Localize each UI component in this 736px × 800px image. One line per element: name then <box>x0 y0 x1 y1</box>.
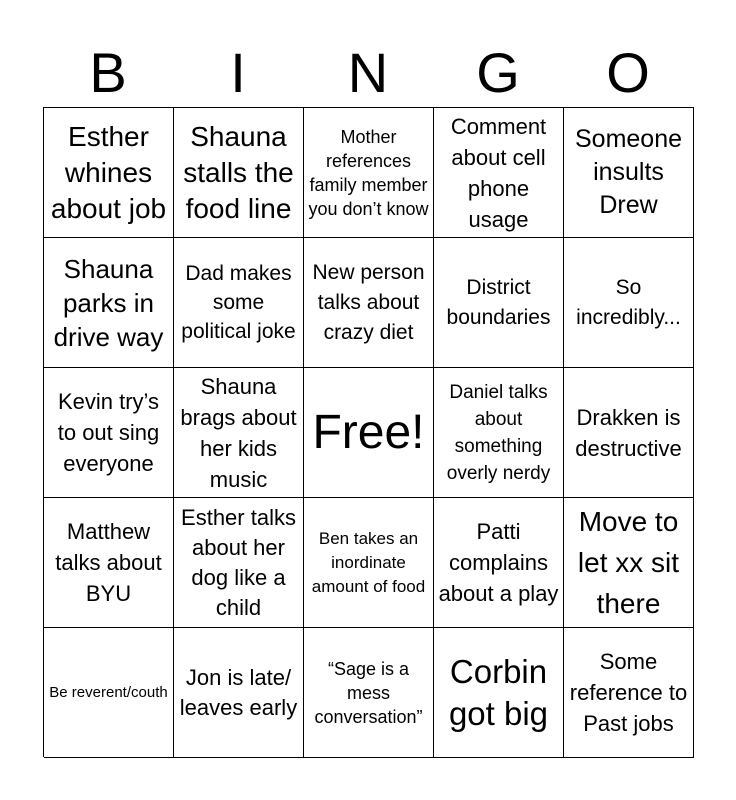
bingo-cell[interactable] <box>44 498 174 628</box>
header-letter-g: G <box>476 41 520 104</box>
bingo-cell[interactable] <box>44 108 174 238</box>
bingo-cell[interactable] <box>434 628 564 758</box>
cell-text: Comment about cell phone usage <box>450 113 547 232</box>
bingo-cell[interactable] <box>434 498 564 628</box>
cell-text: New person talks about crazy diet <box>312 260 425 344</box>
bingo-cell[interactable] <box>564 368 694 498</box>
header-letter-o: O <box>606 41 650 104</box>
bingo-cell[interactable] <box>44 368 174 498</box>
cell-text: Shauna stalls the food line <box>183 120 294 224</box>
cell-text: Shauna brags about her kids music <box>180 373 297 492</box>
bingo-grid <box>43 107 694 757</box>
bingo-cell[interactable] <box>564 238 694 368</box>
bingo-cell[interactable] <box>564 108 694 238</box>
cell-text: Some reference to Past jobs <box>569 649 688 736</box>
bingo-cell[interactable] <box>304 238 434 368</box>
cell-text: So incredibly... <box>576 275 681 329</box>
cell-text: District boundaries <box>446 275 551 329</box>
bingo-cell[interactable] <box>174 368 304 498</box>
bingo-cell[interactable] <box>304 628 434 758</box>
bingo-cell[interactable] <box>564 628 694 758</box>
bingo-cell[interactable] <box>174 108 304 238</box>
bingo-cell[interactable] <box>304 108 434 238</box>
cell-text: Someone insults Drew <box>574 125 683 219</box>
cell-text: Matthew talks about BYU <box>55 519 162 606</box>
bingo-cell[interactable] <box>44 238 174 368</box>
cell-text: Free! <box>312 405 425 459</box>
bingo-cell[interactable] <box>434 238 564 368</box>
bingo-cell[interactable] <box>174 238 304 368</box>
bingo-cell[interactable] <box>304 498 434 628</box>
bingo-cell[interactable] <box>44 628 174 758</box>
cell-text: Ben takes an inordinate amount of food <box>311 528 426 596</box>
cell-text: Patti complains about a play <box>438 519 559 606</box>
bingo-cell[interactable] <box>174 498 304 628</box>
cell-text: Move to let xx sit there <box>577 506 680 619</box>
cell-text: Esther talks about her dog like a child <box>181 504 296 620</box>
header-letter-i: I <box>230 41 246 104</box>
cell-text: Be reverent/couth <box>49 683 168 701</box>
cell-text: Corbin got big <box>448 652 549 732</box>
bingo-cell[interactable] <box>434 108 564 238</box>
header-letter-n: N <box>347 41 389 104</box>
cell-text: Daniel talks about something overly nerdy <box>446 381 551 484</box>
cell-text: Dad makes some political joke <box>181 262 296 343</box>
bingo-cell[interactable] <box>174 628 304 758</box>
cell-text: Shauna parks in drive way <box>53 253 164 352</box>
cell-text: Jon is late/ leaves early <box>179 664 298 720</box>
cell-text: Mother references family member you don’t know <box>308 126 429 219</box>
cell-text: Drakken is destructive <box>575 404 682 461</box>
bingo-header <box>43 38 693 108</box>
cell-text: Kevin try’s to out sing everyone <box>57 389 160 476</box>
bingo-cell[interactable] <box>434 368 564 498</box>
free-space[interactable] <box>304 368 434 498</box>
bingo-cell[interactable] <box>564 498 694 628</box>
header-letter-b: B <box>89 41 127 104</box>
cell-text: “Sage is a mess conversation” <box>314 658 423 727</box>
cell-text: Esther whines about job <box>50 120 167 224</box>
